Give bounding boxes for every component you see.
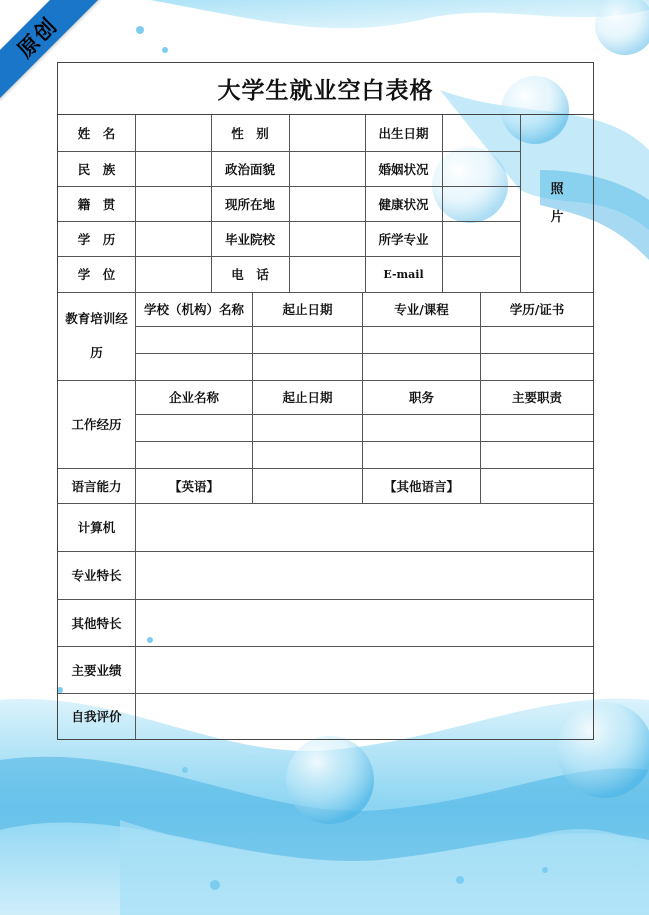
watermark-text: 原创: [12, 12, 63, 63]
field-other-language[interactable]: [481, 468, 593, 503]
field-other-skills[interactable]: [136, 599, 593, 646]
field-gender[interactable]: [290, 115, 365, 151]
field-marital-status[interactable]: [443, 151, 520, 186]
label-marital-status: 婚姻状况: [378, 161, 429, 177]
photo-box[interactable]: 照 片: [550, 181, 564, 225]
label-ethnicity: 民 族: [77, 161, 116, 177]
field-self-evaluation[interactable]: [136, 693, 593, 739]
education-entry-rows[interactable]: [136, 327, 593, 380]
label-gender: 性 别: [231, 126, 269, 141]
field-graduate-school[interactable]: [290, 221, 365, 256]
field-email[interactable]: [443, 256, 520, 292]
label-education-history: 教育培训经历: [65, 311, 128, 360]
label-professional-skills: 专业特长: [71, 568, 122, 583]
form-title: 大学生就业空白表格: [58, 63, 593, 115]
label-degree: 学 位: [77, 267, 116, 282]
label-self-evaluation: 自我评价: [71, 709, 122, 724]
field-phone[interactable]: [290, 256, 365, 292]
label-language-ability: 语言能力: [71, 478, 122, 494]
label-health: 健康状况: [378, 196, 429, 212]
header-position: 职务: [408, 390, 434, 405]
header-edu-dates: 起止日期: [282, 302, 333, 317]
header-work-dates: 起止日期: [282, 390, 333, 405]
field-computer[interactable]: [136, 503, 593, 551]
employment-form-table: [57, 62, 594, 740]
label-current-location: 现所在地: [224, 196, 275, 212]
label-graduate-school: 毕业院校: [224, 231, 275, 247]
field-degree[interactable]: [136, 256, 211, 292]
field-native-place[interactable]: [136, 186, 211, 221]
label-computer: 计算机: [77, 520, 116, 535]
label-birthdate: 出生日期: [378, 126, 429, 141]
header-company-name: 企业名称: [168, 390, 219, 405]
label-name: 姓 名: [77, 126, 116, 141]
label-phone: 电 话: [231, 267, 269, 282]
header-responsibilities: 主要职责: [511, 390, 562, 405]
header-school-name: 学校（机构）名称: [143, 302, 244, 317]
field-education-level[interactable]: [136, 221, 211, 256]
label-major: 所学专业: [378, 231, 429, 247]
field-ethnicity[interactable]: [136, 151, 211, 186]
field-current-location[interactable]: [290, 186, 365, 221]
label-political-status: 政治面貌: [224, 161, 275, 177]
header-major-course: 专业/课程: [394, 302, 449, 317]
label-native-place: 籍 贯: [77, 196, 116, 212]
field-major[interactable]: [443, 221, 520, 256]
work-entry-rows[interactable]: [136, 415, 593, 468]
field-professional-skills[interactable]: [136, 551, 593, 599]
field-english[interactable]: [253, 468, 362, 503]
header-degree-cert: 学历/证书: [509, 302, 565, 317]
field-achievements[interactable]: [136, 646, 593, 693]
label-other-skills: 其他特长: [71, 615, 122, 631]
label-achievements: 主要业绩: [71, 662, 122, 678]
field-political-status[interactable]: [290, 151, 365, 186]
label-education-level: 学 历: [77, 231, 116, 247]
label-email: E-mail: [383, 267, 424, 281]
field-name[interactable]: [136, 115, 211, 151]
label-english: 【英语】: [168, 478, 219, 494]
field-health[interactable]: [443, 186, 520, 221]
field-birthdate[interactable]: [443, 115, 520, 151]
label-other-language: 【其他语言】: [383, 478, 459, 494]
label-work-history: 工作经历: [71, 417, 122, 432]
